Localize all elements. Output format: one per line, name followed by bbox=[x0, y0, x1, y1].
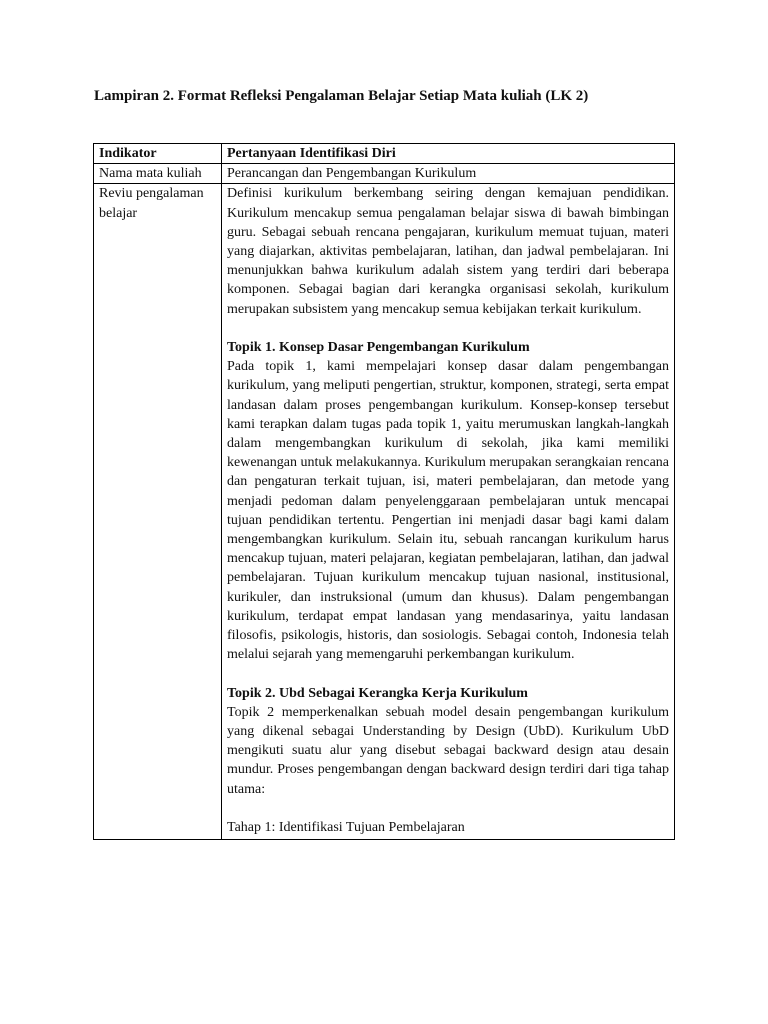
stage1-text: Tahap 1: Identifikasi Tujuan Pembelajaran bbox=[227, 820, 465, 836]
topic2-title: Topik 2. Ubd Sebagai Kerangka Kerja Kurikulum bbox=[227, 685, 528, 701]
table-row-review bbox=[94, 184, 675, 840]
spacer bbox=[227, 664, 669, 683]
reflection-table bbox=[93, 143, 675, 840]
review-content-cell bbox=[222, 184, 675, 840]
course-label: Nama mata kuliah bbox=[94, 164, 222, 184]
table-header-row bbox=[94, 144, 675, 164]
header-pertanyaan: Pertanyaan Identifikasi Diri bbox=[222, 144, 675, 164]
topic1-body: Pada topik 1, kami mempelajari konsep dasar dalam pengembangan kurikulum, yang meliputi pengertian, struktur, komponen, strategi, serta empat landasan dalam proses pengembangan kurikulum. Konsep-konsep tersebut kami terapkan dalam tugas pada topik 1, yaitu merumuskan langkah-langkah dalam mengembangkan kurikulum di sekolah, jika kami memiliki kewenangan untuk melakukannya. Kurikulum merupakan serangkaian rencana dan pengaturan terkait tujuan, isi, materi pembelajaran, dan metode yang menjadi pedoman dalam penyelenggaraan pembelajaran untuk mencapai tujuan pendidikan tertentu. Pengertian ini menjadi dasar bagi kami dalam mengembangkan kurikulum. Selain itu, sebuah rancangan kurikulum harus mencakup tujuan, materi pelajaran, kegiatan pembelajaran, latihan, dan jadwal pembelajaran. Tujuan kurikulum mencakup tujuan nasional, institusional, kurikuler, dan instruksional (umum dan khusus). Dalam pengembangan kurikulum, terdapat empat landasan yang mendasarinya, yaitu landasan filosofis, psikologis, historis, dan sosiologis. Sebagai contoh, Indonesia telah melalui sejarah yang memengaruhi perkembangan kurikulum. bbox=[227, 359, 669, 663]
header-indikator: Indikator bbox=[94, 144, 222, 164]
review-label-cell bbox=[94, 184, 222, 840]
course-value: Perancangan dan Pengembangan Kurikulum bbox=[222, 164, 675, 184]
table-row-course bbox=[94, 164, 675, 184]
spacer bbox=[227, 319, 669, 338]
review-label: Reviu pengalaman belajar bbox=[99, 186, 204, 221]
topic2-body: Topik 2 memperkenalkan sebuah model desain pengembangan kurikulum yang dikenal sebagai Understanding by Design (UbD). Kurikulum UbD mengikuti suatu alur yang disebut sebagai backward design atau desain mundur. Proses pengembangan dengan backward design terdiri dari tiga tahap utama: bbox=[227, 704, 669, 797]
topic1-title: Topik 1. Konsep Dasar Pengembangan Kurikulum bbox=[227, 340, 530, 356]
document-title: Lampiran 2. Format Refleksi Pengalaman Belajar Setiap Mata kuliah (LK 2) bbox=[94, 88, 589, 104]
spacer bbox=[227, 799, 669, 818]
review-intro: Definisi kurikulum berkembang seiring dengan kemajuan pendidikan. Kurikulum mencakup semua pengalaman belajar siswa di bawah bimbingan guru. Sebagai sebuah rencana pengajaran, kurikulum memuat tujuan, materi yang diajarkan, aktivitas pembelajaran, latihan, dan jadwal pembelajaran. Ini menunjukkan bahwa kurikulum adalah sistem yang terdiri dari beberapa komponen. Sebagai bagian dari kerangka organisasi sekolah, kurikulum merupakan subsistem yang mencakup semua kebijakan terkait kurikulum. bbox=[227, 186, 669, 317]
